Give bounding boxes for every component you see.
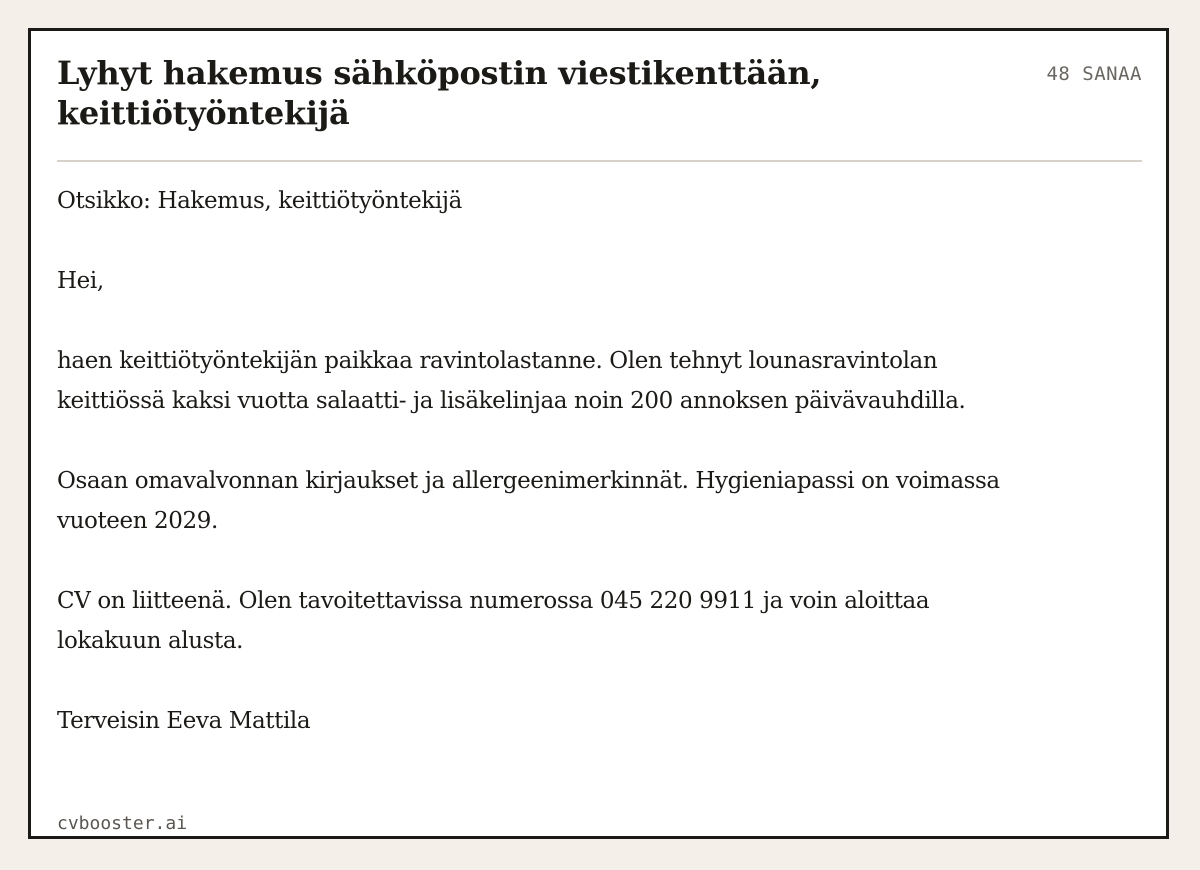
letter-body — [57, 181, 1017, 781]
signature: Terveisin Eeva Mattila — [57, 708, 311, 734]
letter-card — [28, 28, 1169, 839]
body-paragraph-intro: haen keittiötyöntekijän paikkaa ravintolastanne. Olen tehnyt lounasravintolan keittiössä kaksi vuotta salaatti- ja lisäkelinjaa noin 200 annoksen päivävauhdilla. — [57, 348, 966, 414]
page-title: Lyhyt hakemus sähköpostin viestikenttään, keittiötyöntekijä — [57, 54, 822, 132]
brand-footer: cvbooster.ai — [57, 813, 188, 834]
body-paragraph-skills: Osaan omavalvonnan kirjaukset ja allergeenimerkinnät. Hygieniapassi on voimassa vuoteen 2029. — [57, 468, 1000, 534]
greeting: Hei, — [57, 268, 104, 294]
subject-line: Otsikko: Hakemus, keittiötyöntekijä — [57, 188, 462, 214]
letter-header — [57, 53, 1142, 163]
header-divider — [57, 160, 1142, 162]
body-paragraph-contact: CV on liitteenä. Olen tavoitettavissa numerossa 045 220 9911 ja voin aloittaa lokakuun alusta. — [57, 588, 930, 654]
word-count-badge: 48 SANAA — [1046, 63, 1142, 85]
